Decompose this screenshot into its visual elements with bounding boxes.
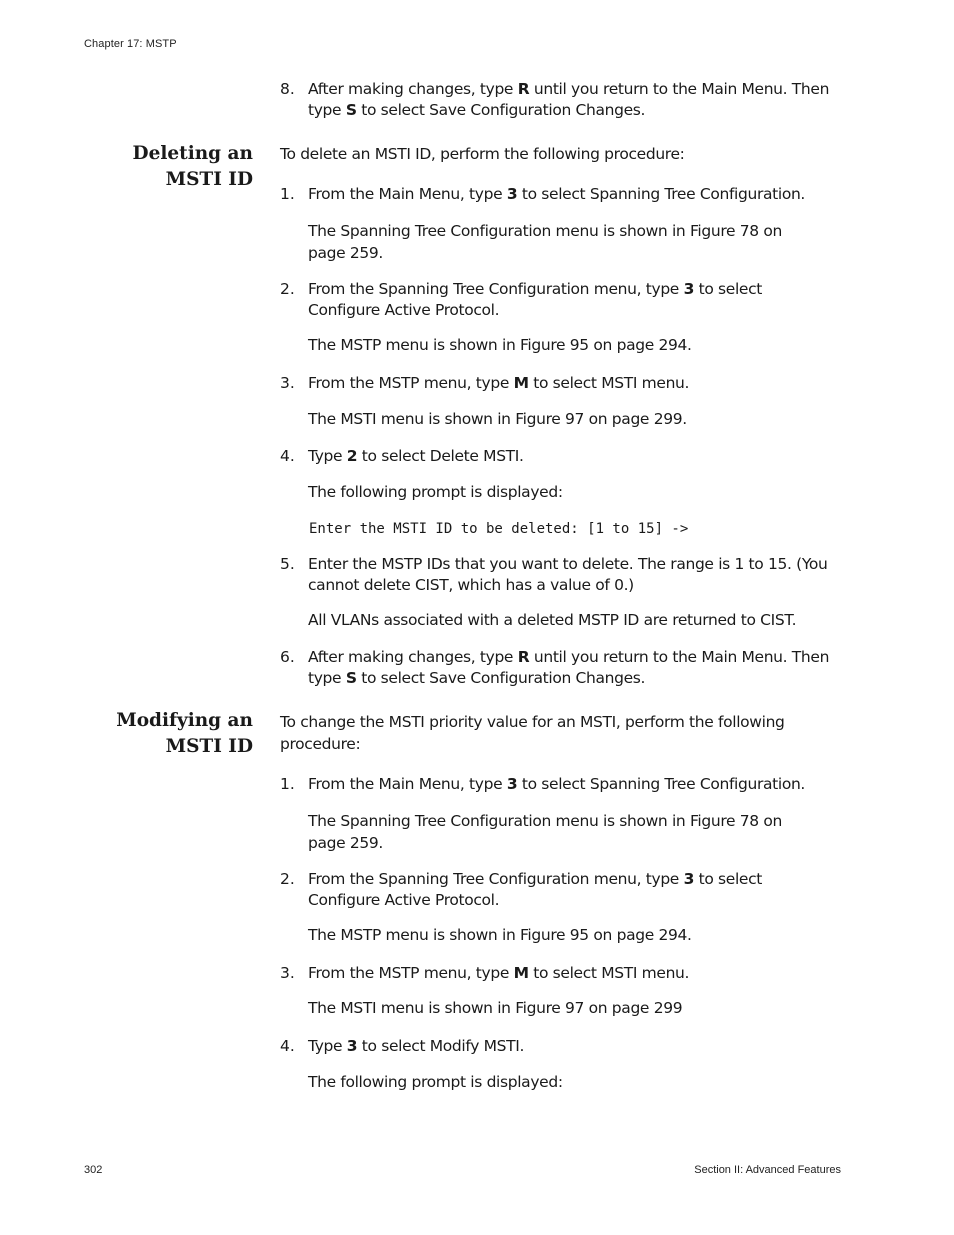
step-number: 2.: [280, 870, 295, 888]
section-heading-modify: Modifying an MSTI ID: [116, 710, 253, 757]
section-heading-delete: Deleting an MSTI ID: [132, 143, 253, 190]
step-text: From the Spanning Tree Configuration menu, type 3 to select Configure Active Protocol.: [308, 870, 762, 909]
step-note: The following prompt is displayed:: [308, 483, 563, 501]
step-text: From the Spanning Tree Configuration menu, type 3 to select Configure Active Protocol.: [308, 280, 762, 319]
running-footer: Section II: Advanced Features: [694, 1164, 841, 1176]
page-number: 302: [84, 1164, 103, 1176]
step-text: Type 3 to select Modify MSTI.: [308, 1037, 525, 1055]
step-text: Type 2 to select Delete MSTI.: [308, 447, 524, 465]
step-number: 5.: [280, 555, 295, 573]
step-text: Enter the MSTP IDs that you want to delete. The range is 1 to 15. (You cannot delete CIST, which has a value of 0.): [308, 555, 828, 594]
section-intro: To delete an MSTI ID, perform the following procedure:: [280, 145, 685, 163]
running-header: Chapter 17: MSTP: [84, 38, 177, 50]
step-text: After making changes, type R until you return to the Main Menu. Then type S to select Save Configuration Changes.: [308, 648, 830, 687]
step-note: All VLANs associated with a deleted MSTP ID are returned to CIST.: [308, 611, 797, 629]
step-number: 3.: [280, 964, 295, 982]
step-number: 1.: [280, 185, 295, 203]
step-number: 3.: [280, 374, 295, 392]
step-number: 4.: [280, 447, 295, 465]
step-note: The MSTP menu is shown in Figure 95 on page 294.: [308, 926, 692, 944]
step-text: From the Main Menu, type 3 to select Spanning Tree Configuration.: [308, 185, 806, 203]
step-text: From the MSTP menu, type M to select MSTI menu.: [308, 964, 690, 982]
step-note: The MSTI menu is shown in Figure 97 on page 299: [308, 999, 683, 1017]
section-intro: To change the MSTI priority value for an MSTI, perform the following procedure:: [280, 713, 785, 753]
step-note: The MSTP menu is shown in Figure 95 on page 294.: [308, 336, 692, 354]
step-number: 6.: [280, 648, 295, 666]
step-note: The Spanning Tree Configuration menu is shown in Figure 78 on page 259.: [308, 222, 782, 262]
step-number: 4.: [280, 1037, 295, 1055]
code-prompt: Enter the MSTI ID to be deleted: [1 to 15] ->: [309, 521, 689, 537]
step-note: The following prompt is displayed:: [308, 1073, 563, 1091]
step-text: From the MSTP menu, type M to select MSTI menu.: [308, 374, 690, 392]
step-note: The Spanning Tree Configuration menu is shown in Figure 78 on page 259.: [308, 812, 782, 852]
step-text: From the Main Menu, type 3 to select Spanning Tree Configuration.: [308, 775, 806, 793]
step-number: 1.: [280, 775, 295, 793]
step-text: After making changes, type R until you return to the Main Menu. Then type S to select Save Configuration Changes.: [308, 80, 830, 119]
step-number: 2.: [280, 280, 295, 298]
step-number: 8.: [280, 80, 295, 98]
step-note: The MSTI menu is shown in Figure 97 on page 299.: [308, 410, 687, 428]
